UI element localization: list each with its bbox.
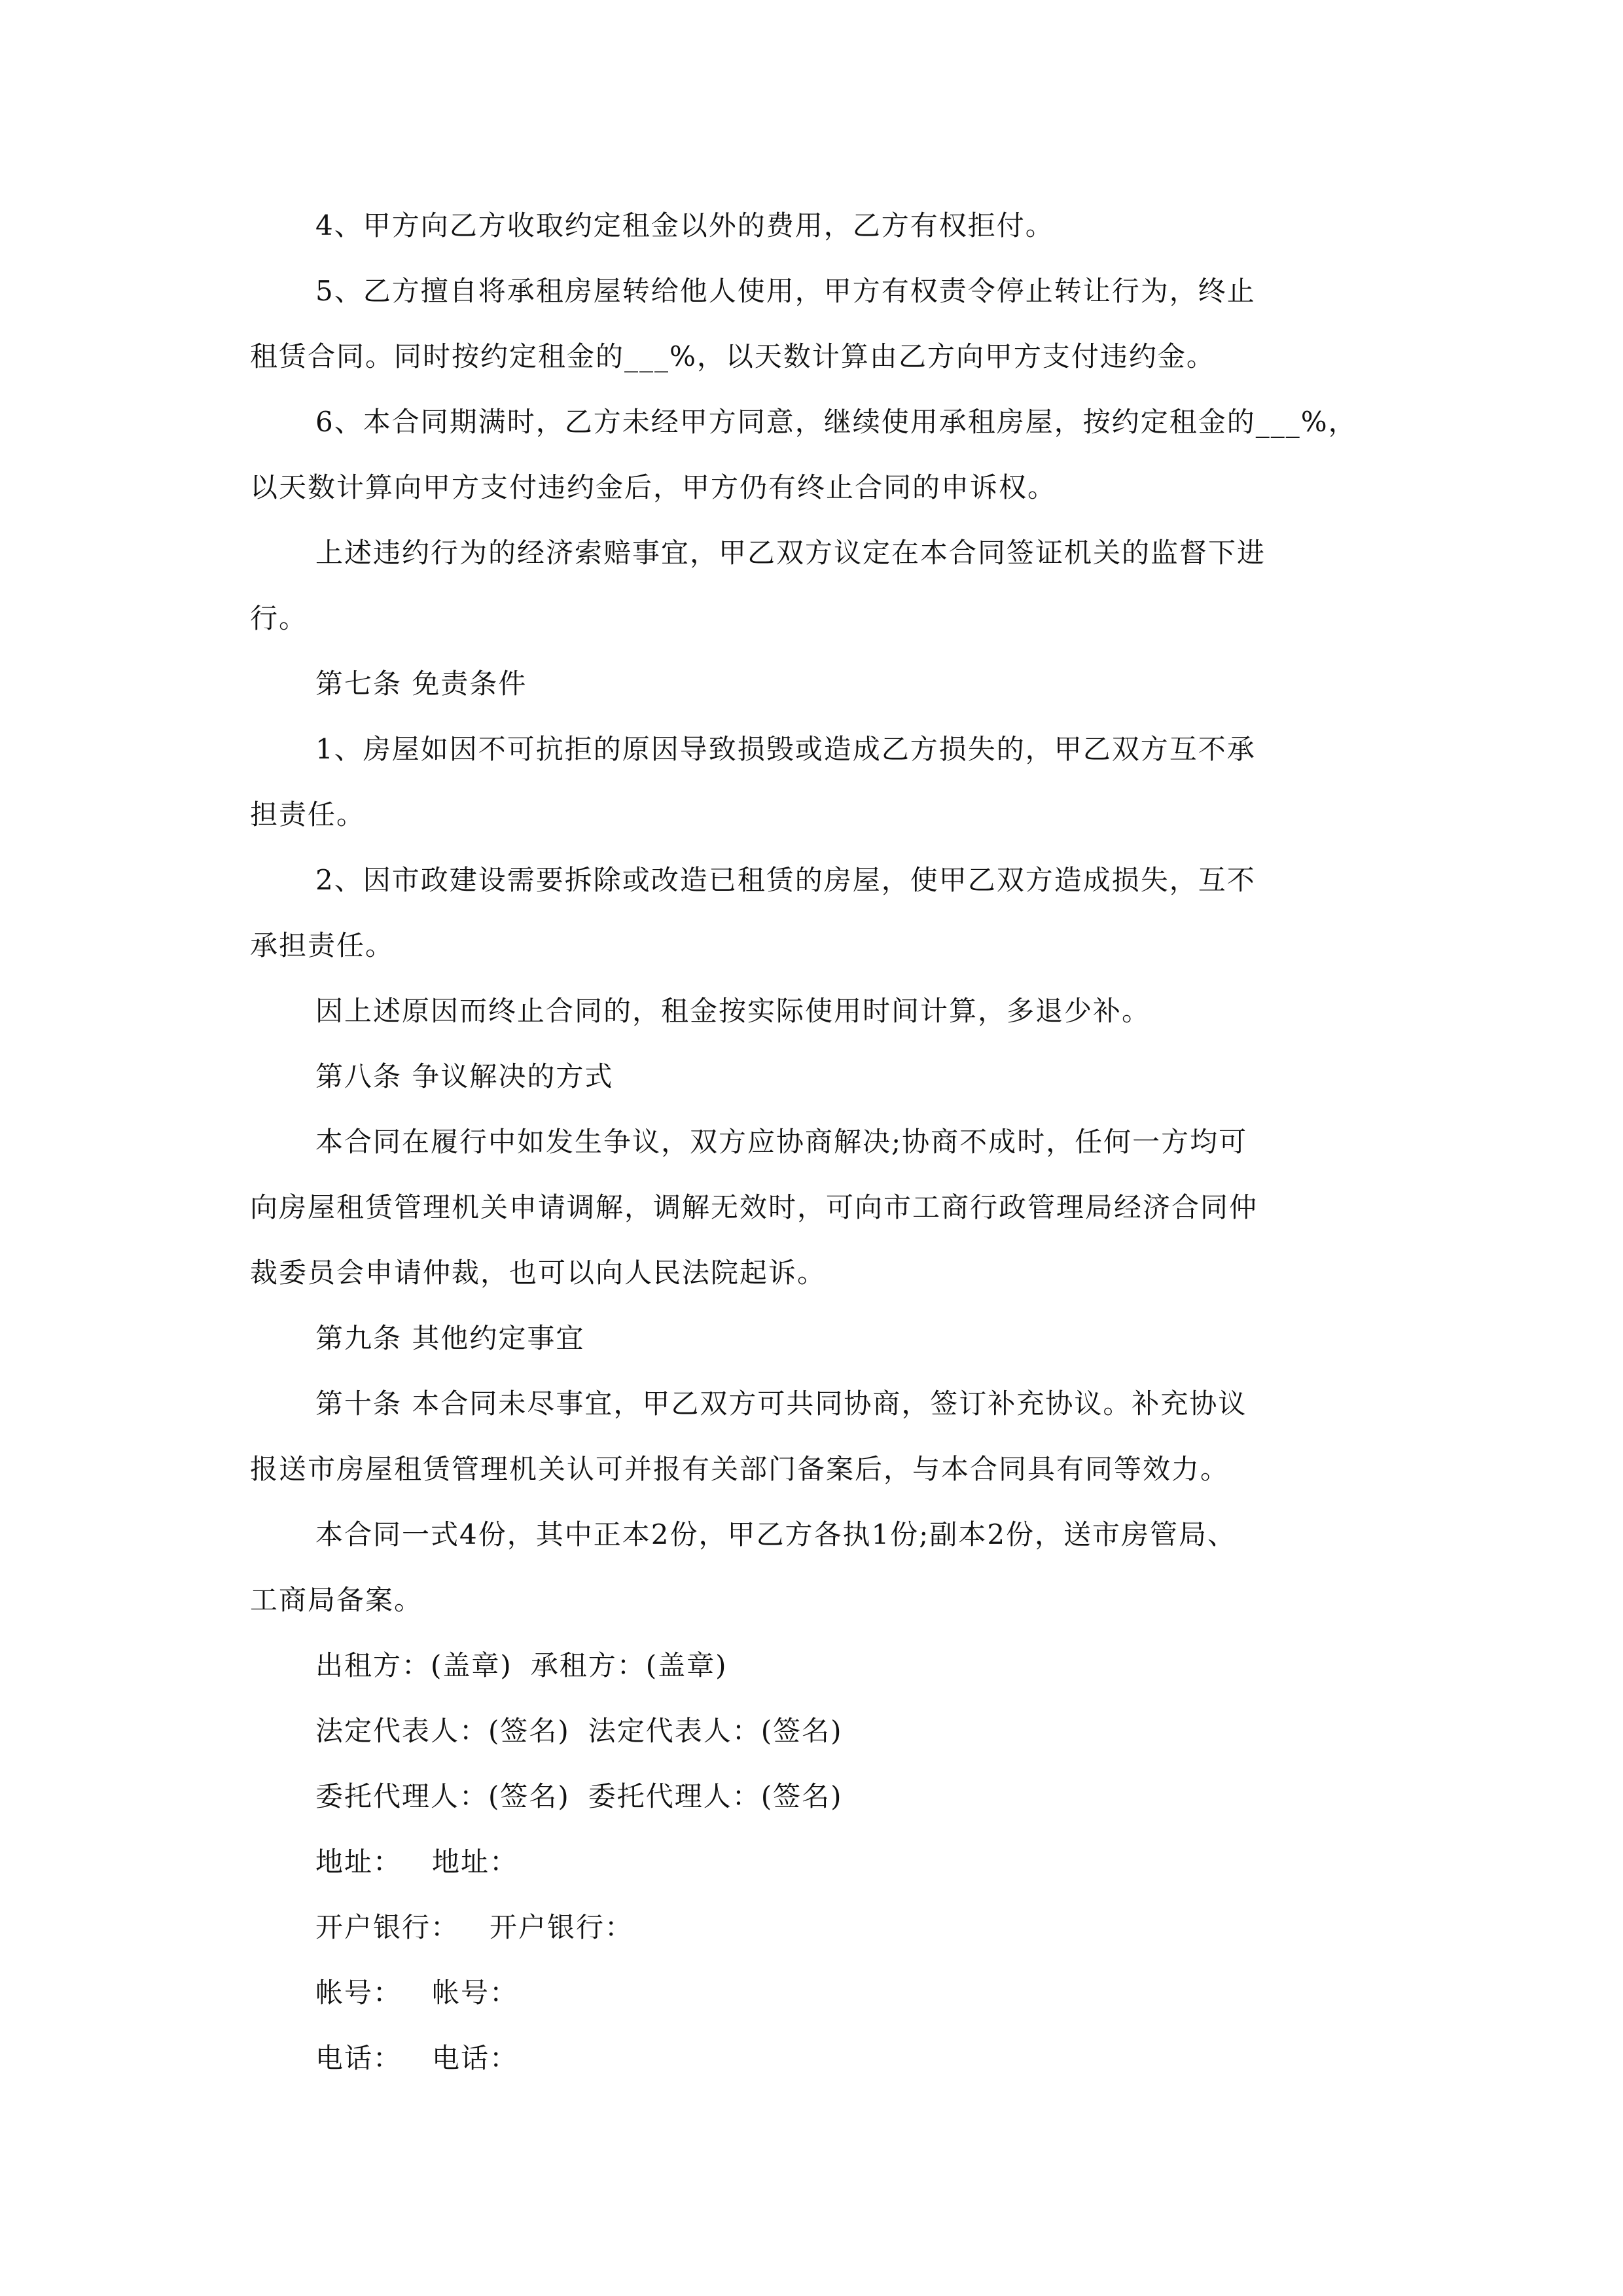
clause-line: 裁委员会申请仲裁，也可以向人民法院起诉。 <box>250 1257 827 1289</box>
section-heading: 第九条 其他约定事宜 <box>315 1322 585 1354</box>
signature-row-phone <box>315 2039 518 2078</box>
signature-row-seal <box>315 1646 728 1685</box>
lessor-agent: 委托代理人：(签名) <box>315 1780 570 1812</box>
clause-line: 本合同一式4份，其中正本2份，甲乙方各执1份;副本2份，送市房管局、 <box>315 1518 1237 1551</box>
lessor-seal: 出租方：(盖章) <box>315 1649 512 1681</box>
lessor-account: 帐号： <box>315 1977 402 2009</box>
section-heading: 第七条 免责条件 <box>315 668 527 700</box>
signature-row-bank <box>315 1908 633 1947</box>
clause-line: 因上述原因而终止合同的，租金按实际使用时间计算，多退少补。 <box>315 995 1151 1027</box>
lessee-seal: 承租方：(盖章) <box>530 1649 728 1681</box>
lessor-phone: 电话： <box>315 2042 402 2074</box>
clause-line: 担责任。 <box>250 798 366 831</box>
clause-line: 1、房屋如因不可抗拒的原因导致损毁或造成乙方损失的，甲乙双方互不承 <box>315 733 1256 765</box>
lessee-address: 地址： <box>432 1846 519 1878</box>
clause-line: 上述违约行为的经济索赔事宜，甲乙双方议定在本合同签证机关的监督下进 <box>315 537 1266 569</box>
clause-line: 行。 <box>250 602 308 634</box>
clause-line: 向房屋租赁管理机关申请调解，调解无效时，可向市工商行政管理局经济合同仲 <box>250 1191 1258 1223</box>
clause-line: 工商局备案。 <box>250 1584 423 1616</box>
signature-row-address <box>315 1842 518 1882</box>
lessee-bank: 开户银行： <box>490 1911 634 1943</box>
lessee-phone: 电话： <box>432 2042 519 2074</box>
lessor-address: 地址： <box>315 1846 402 1878</box>
clause-line: 6、本合同期满时，乙方未经甲方同意，继续使用承租房屋，按约定租金的___%， <box>315 406 1357 438</box>
lessee-account: 帐号： <box>432 1977 519 2009</box>
signature-row-agent <box>315 1777 843 1816</box>
signature-row-account <box>315 1973 518 2013</box>
clause-line: 报送市房屋租赁管理机关认可并报有关部门备案后，与本合同具有同等效力。 <box>250 1453 1230 1485</box>
clause-line: 4、甲方向乙方收取约定租金以外的费用，乙方有权拒付。 <box>315 209 1054 242</box>
clause-line: 租赁合同。同时按约定租金的___%，以天数计算由乙方向甲方支付违约金。 <box>250 340 1215 372</box>
lessee-legal-rep: 法定代表人：(签名) <box>588 1715 843 1747</box>
clause-line: 5、乙方擅自将承租房屋转给他人使用，甲方有权责令停止转让行为，终止 <box>315 275 1256 307</box>
lessor-bank: 开户银行： <box>315 1911 460 1943</box>
clause-line: 承担责任。 <box>250 929 395 961</box>
clause-line: 本合同在履行中如发生争议，双方应协商解决;协商不成时，任何一方均可 <box>315 1126 1248 1158</box>
lessor-legal-rep: 法定代表人：(签名) <box>315 1715 570 1747</box>
clause-line: 2、因市政建设需要拆除或改造已租赁的房屋，使甲乙双方造成损失，互不 <box>315 864 1256 896</box>
section-heading: 第八条 争议解决的方式 <box>315 1060 614 1092</box>
clause-line: 以天数计算向甲方支付违约金后，甲方仍有终止合同的申诉权。 <box>250 471 1057 503</box>
clause-line: 第十条 本合同未尽事宜，甲乙双方可共同协商，签订补充协议。补充协议 <box>315 1388 1247 1420</box>
lessee-agent: 委托代理人：(签名) <box>588 1780 843 1812</box>
signature-row-legal-rep <box>315 1712 843 1751</box>
